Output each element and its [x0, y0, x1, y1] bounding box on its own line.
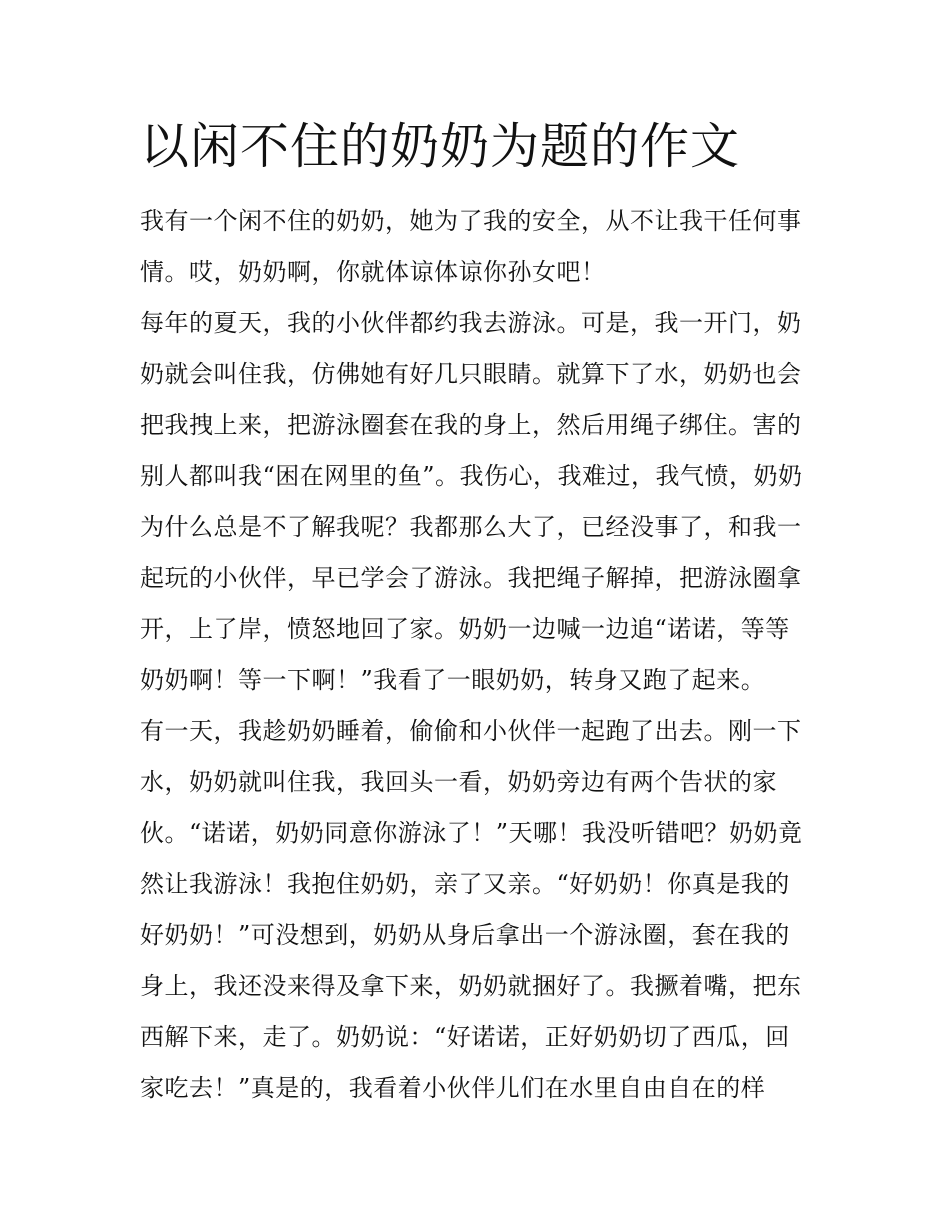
text-line: 为什么总是不了解我呢？我都那么大了，已经没事了，和我一: [140, 513, 802, 541]
text-line: 好奶奶！”可没想到，奶奶从身后拿出一个游泳圈，套在我的: [140, 921, 790, 949]
text-line: 伙。“诺诺，奶奶同意你游泳了！”天哪！我没听错吧？奶奶竟: [140, 819, 803, 847]
text-line: 奶奶啊！等一下啊！”我看了一眼奶奶，转身又跑了起来。: [140, 666, 766, 694]
text-line: 然让我游泳！我抱住奶奶，亲了又亲。“好奶奶！你真是我的: [140, 870, 790, 898]
text-line: 奶就会叫住我，仿佛她有好几只眼睛。就算下了水，奶奶也会: [140, 360, 802, 388]
text-line: 有一天，我趁奶奶睡着，偷偷和小伙伴一起跑了出去。刚一下: [140, 717, 802, 745]
text-line: 别人都叫我“困在网里的鱼”。我伤心，我难过，我气愤，奶奶: [140, 462, 803, 490]
text-line: 起玩的小伙伴，早已学会了游泳。我把绳子解掉，把游泳圈拿: [140, 564, 802, 592]
text-line: 把我拽上来，把游泳圈套在我的身上，然后用绳子绑住。害的: [140, 411, 802, 439]
text-line: 家吃去！”真是的，我看着小伙伴儿们在水里自由自在的样: [140, 1074, 766, 1102]
document-title: 以闲不住的奶奶为题的作文: [140, 118, 741, 175]
text-line: 开，上了岸，愤怒地回了家。奶奶一边喊一边追“诺诺，等等: [140, 615, 790, 643]
text-line: 我有一个闲不住的奶奶，她为了我的安全，从不让我干任何事: [140, 207, 802, 235]
text-line: 情。哎，奶奶啊，你就体谅体谅你孙女吧！: [140, 258, 606, 286]
text-line: 每年的夏天，我的小伙伴都约我去游泳。可是，我一开门，奶: [140, 309, 802, 337]
text-line: 西解下来，走了。奶奶说：“好诺诺，正好奶奶切了西瓜，回: [140, 1023, 790, 1051]
text-line: 身上，我还没来得及拿下来，奶奶就捆好了。我撅着嘴，把东: [140, 972, 802, 1000]
text-line: 水，奶奶就叫住我，我回头一看，奶奶旁边有两个告状的家: [140, 768, 777, 796]
